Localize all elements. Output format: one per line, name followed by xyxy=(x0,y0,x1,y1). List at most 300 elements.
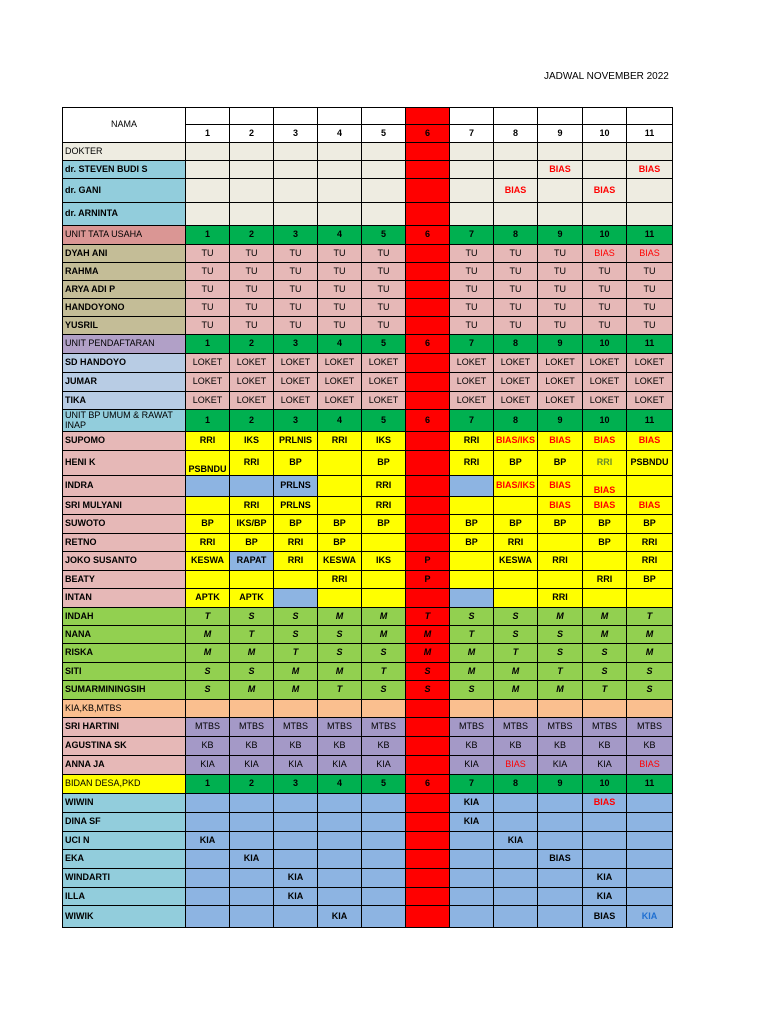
schedule-cell: 4 xyxy=(318,335,362,354)
header-day: 7 xyxy=(450,125,494,143)
schedule-cell xyxy=(406,432,450,451)
schedule-cell: S xyxy=(494,626,538,644)
schedule-cell xyxy=(186,888,230,906)
schedule-cell: MTBS xyxy=(450,718,494,737)
schedule-cell: KESWA xyxy=(494,552,538,571)
schedule-cell: S xyxy=(538,644,583,663)
schedule-cell: LOKET xyxy=(362,354,406,373)
staff-name: SUPOMO xyxy=(63,432,186,451)
schedule-cell xyxy=(494,161,538,179)
schedule-cell: S xyxy=(538,626,583,644)
schedule-cell xyxy=(230,869,274,888)
schedule-cell xyxy=(274,813,318,832)
schedule-cell xyxy=(406,756,450,775)
schedule-cell: M xyxy=(230,681,274,700)
schedule-cell xyxy=(186,203,230,226)
schedule-cell xyxy=(186,571,230,589)
staff-row xyxy=(63,608,673,626)
schedule-cell: TU xyxy=(627,281,673,299)
schedule-cell: KIA xyxy=(538,756,583,775)
schedule-cell: M xyxy=(450,644,494,663)
schedule-cell xyxy=(186,700,230,718)
schedule-cell xyxy=(494,589,538,608)
schedule-cell: BP xyxy=(583,515,627,534)
schedule-cell xyxy=(494,906,538,928)
schedule-cell: RRI xyxy=(583,571,627,589)
schedule-cell: M xyxy=(627,626,673,644)
schedule-cell: LOKET xyxy=(274,354,318,373)
schedule-cell: LOKET xyxy=(450,354,494,373)
schedule-cell xyxy=(230,794,274,813)
schedule-cell: TU xyxy=(186,299,230,317)
schedule-cell xyxy=(362,850,406,869)
schedule-cell: KIA xyxy=(274,756,318,775)
staff-row xyxy=(63,737,673,756)
schedule-cell xyxy=(406,179,450,203)
section-row xyxy=(63,335,673,354)
schedule-cell xyxy=(230,906,274,928)
schedule-cell xyxy=(362,813,406,832)
schedule-cell xyxy=(406,476,450,497)
schedule-cell: BIAS xyxy=(538,497,583,515)
schedule-cell xyxy=(450,476,494,497)
schedule-cell xyxy=(583,700,627,718)
schedule-cell xyxy=(406,317,450,335)
section-label: UNIT PENDAFTARAN xyxy=(63,335,186,354)
schedule-cell xyxy=(186,143,230,161)
schedule-cell: 2 xyxy=(230,775,274,794)
schedule-cell: KIA xyxy=(494,832,538,850)
header-day: 9 xyxy=(538,125,583,143)
schedule-cell xyxy=(627,888,673,906)
schedule-cell: TU xyxy=(318,263,362,281)
schedule-cell xyxy=(406,813,450,832)
schedule-cell xyxy=(318,589,362,608)
schedule-cell: LOKET xyxy=(627,373,673,392)
schedule-cell xyxy=(406,850,450,869)
schedule-cell xyxy=(494,497,538,515)
schedule-cell: 10 xyxy=(583,335,627,354)
staff-name: SUWOTO xyxy=(63,515,186,534)
schedule-cell: TU xyxy=(274,281,318,299)
schedule-cell: KIA xyxy=(450,756,494,775)
schedule-cell: LOKET xyxy=(230,392,274,410)
schedule-cell: 1 xyxy=(186,226,230,245)
staff-name: RISKA xyxy=(63,644,186,663)
schedule-cell: TU xyxy=(494,299,538,317)
schedule-cell xyxy=(627,700,673,718)
schedule-cell xyxy=(450,552,494,571)
schedule-cell: S xyxy=(274,626,318,644)
schedule-cell: 2 xyxy=(230,410,274,432)
schedule-cell: KIA xyxy=(627,906,673,928)
schedule-cell xyxy=(274,143,318,161)
schedule-cell xyxy=(186,794,230,813)
schedule-cell: BP xyxy=(538,515,583,534)
staff-row xyxy=(63,906,673,928)
schedule-cell: RRI xyxy=(230,497,274,515)
schedule-cell xyxy=(450,497,494,515)
schedule-cell: PSBNDU xyxy=(627,451,673,476)
schedule-cell: 1 xyxy=(186,775,230,794)
schedule-cell: TU xyxy=(230,263,274,281)
schedule-cell: IKS/BP xyxy=(230,515,274,534)
schedule-cell xyxy=(450,161,494,179)
staff-name: INDRA xyxy=(63,476,186,497)
schedule-cell: S xyxy=(362,681,406,700)
staff-row xyxy=(63,203,673,226)
staff-name: ARYA ADI P xyxy=(63,281,186,299)
staff-name: RETNO xyxy=(63,534,186,552)
schedule-cell: RRI xyxy=(274,552,318,571)
staff-row xyxy=(63,663,673,681)
schedule-cell: RRI xyxy=(627,552,673,571)
schedule-cell: IKS xyxy=(362,432,406,451)
staff-name: EKA xyxy=(63,850,186,869)
schedule-cell xyxy=(406,392,450,410)
schedule-cell xyxy=(406,281,450,299)
schedule-cell: TU xyxy=(362,245,406,263)
staff-row xyxy=(63,451,673,476)
schedule-cell: KIA xyxy=(450,813,494,832)
schedule-cell: TU xyxy=(186,317,230,335)
schedule-cell xyxy=(406,794,450,813)
schedule-cell: TU xyxy=(230,299,274,317)
schedule-cell: BIAS xyxy=(583,794,627,813)
staff-name: NANA xyxy=(63,626,186,644)
schedule-cell: 7 xyxy=(450,335,494,354)
schedule-cell: BP xyxy=(274,515,318,534)
staff-name: YUSRIL xyxy=(63,317,186,335)
staff-name: SRI HARTINI xyxy=(63,718,186,737)
schedule-cell: BIAS xyxy=(627,161,673,179)
schedule-cell xyxy=(318,888,362,906)
schedule-cell: 11 xyxy=(627,335,673,354)
schedule-cell: TU xyxy=(362,281,406,299)
schedule-cell: KB xyxy=(362,737,406,756)
schedule-cell: 8 xyxy=(494,410,538,432)
schedule-cell: 3 xyxy=(274,335,318,354)
schedule-cell: TU xyxy=(450,263,494,281)
schedule-cell xyxy=(538,906,583,928)
schedule-cell: PRLNIS xyxy=(274,432,318,451)
header-day: 11 xyxy=(627,125,673,143)
schedule-cell: T xyxy=(538,663,583,681)
schedule-cell: 7 xyxy=(450,775,494,794)
staff-row xyxy=(63,299,673,317)
staff-row xyxy=(63,794,673,813)
schedule-cell: S xyxy=(627,681,673,700)
schedule-cell xyxy=(186,179,230,203)
schedule-cell xyxy=(450,869,494,888)
schedule-cell: KIA xyxy=(318,756,362,775)
schedule-cell: TU xyxy=(583,317,627,335)
schedule-cell: 10 xyxy=(583,226,627,245)
section-label: UNIT TATA USAHA xyxy=(63,226,186,245)
schedule-cell: 9 xyxy=(538,335,583,354)
schedule-cell: KESWA xyxy=(318,552,362,571)
schedule-cell: M xyxy=(318,608,362,626)
schedule-cell: KESWA xyxy=(186,552,230,571)
staff-name: dr. STEVEN BUDI S xyxy=(63,161,186,179)
schedule-cell: TU xyxy=(627,299,673,317)
schedule-cell xyxy=(274,850,318,869)
schedule-cell: TU xyxy=(230,317,274,335)
schedule-cell: TU xyxy=(583,299,627,317)
schedule-cell xyxy=(274,571,318,589)
schedule-cell xyxy=(627,203,673,226)
staff-name: DYAH ANI xyxy=(63,245,186,263)
schedule-cell xyxy=(274,589,318,608)
schedule-cell xyxy=(450,571,494,589)
staff-row xyxy=(63,718,673,737)
schedule-cell: BP xyxy=(583,534,627,552)
schedule-cell: T xyxy=(186,608,230,626)
section-row xyxy=(63,410,673,432)
schedule-cell xyxy=(627,869,673,888)
schedule-cell: BIAS xyxy=(494,756,538,775)
schedule-cell: KB xyxy=(450,737,494,756)
staff-name: ANNA JA xyxy=(63,756,186,775)
schedule-cell: M xyxy=(538,608,583,626)
schedule-cell xyxy=(450,888,494,906)
schedule-cell: KB xyxy=(494,737,538,756)
staff-name: TIKA xyxy=(63,392,186,410)
schedule-cell: MTBS xyxy=(583,718,627,737)
schedule-cell: LOKET xyxy=(583,392,627,410)
schedule-cell: LOKET xyxy=(318,354,362,373)
schedule-cell: BIAS xyxy=(538,850,583,869)
schedule-cell xyxy=(362,589,406,608)
schedule-cell xyxy=(406,451,450,476)
schedule-cell: BIAS xyxy=(627,432,673,451)
schedule-cell: LOKET xyxy=(538,373,583,392)
staff-name: JOKO SUSANTO xyxy=(63,552,186,571)
schedule-cell xyxy=(230,832,274,850)
schedule-cell xyxy=(274,161,318,179)
schedule-cell: T xyxy=(318,681,362,700)
header-day: 2 xyxy=(230,125,274,143)
schedule-cell: KIA xyxy=(274,869,318,888)
schedule-cell: BIAS xyxy=(583,179,627,203)
schedule-cell: T xyxy=(494,644,538,663)
schedule-cell: MTBS xyxy=(186,718,230,737)
schedule-cell: S xyxy=(186,663,230,681)
schedule-cell: 1 xyxy=(186,410,230,432)
schedule-cell: BIAS xyxy=(583,476,627,497)
schedule-cell: 6 xyxy=(406,775,450,794)
schedule-cell xyxy=(627,794,673,813)
schedule-cell: RRI xyxy=(583,451,627,476)
schedule-cell xyxy=(406,515,450,534)
schedule-cell: LOKET xyxy=(450,373,494,392)
schedule-cell xyxy=(406,245,450,263)
schedule-cell xyxy=(583,203,627,226)
staff-row xyxy=(63,245,673,263)
schedule-cell xyxy=(230,700,274,718)
schedule-cell xyxy=(274,794,318,813)
schedule-cell: KIA xyxy=(186,832,230,850)
schedule-cell: 3 xyxy=(274,410,318,432)
schedule-cell xyxy=(583,552,627,571)
schedule-cell xyxy=(583,589,627,608)
schedule-cell: 11 xyxy=(627,410,673,432)
schedule-cell xyxy=(494,143,538,161)
schedule-cell: 10 xyxy=(583,775,627,794)
schedule-cell: M xyxy=(583,626,627,644)
schedule-cell: TU xyxy=(274,263,318,281)
schedule-cell xyxy=(362,869,406,888)
schedule-cell: TU xyxy=(450,281,494,299)
schedule-cell xyxy=(494,813,538,832)
schedule-cell xyxy=(450,179,494,203)
schedule-cell: TU xyxy=(627,263,673,281)
schedule-cell: BP xyxy=(362,515,406,534)
schedule-cell: LOKET xyxy=(583,354,627,373)
schedule-cell: BIAS xyxy=(538,432,583,451)
schedule-cell xyxy=(230,161,274,179)
schedule-cell: M xyxy=(274,663,318,681)
schedule-cell: M xyxy=(274,681,318,700)
schedule-cell: TU xyxy=(538,317,583,335)
schedule-cell: T xyxy=(230,626,274,644)
staff-row xyxy=(63,373,673,392)
schedule-cell: LOKET xyxy=(494,373,538,392)
schedule-cell xyxy=(274,906,318,928)
schedule-cell xyxy=(627,813,673,832)
schedule-cell xyxy=(538,700,583,718)
schedule-cell: M xyxy=(186,644,230,663)
schedule-cell xyxy=(362,888,406,906)
schedule-cell: M xyxy=(494,681,538,700)
schedule-cell: KIA xyxy=(362,756,406,775)
schedule-cell xyxy=(627,476,673,497)
schedule-cell xyxy=(538,179,583,203)
schedule-cell xyxy=(450,850,494,869)
staff-name: HANDOYONO xyxy=(63,299,186,317)
schedule-cell xyxy=(450,906,494,928)
schedule-cell xyxy=(583,813,627,832)
schedule-cell: S xyxy=(230,608,274,626)
staff-name: WIWIK xyxy=(63,906,186,928)
schedule-cell xyxy=(627,589,673,608)
staff-row xyxy=(63,476,673,497)
schedule-cell: TU xyxy=(494,317,538,335)
schedule-cell xyxy=(450,589,494,608)
schedule-cell: LOKET xyxy=(274,373,318,392)
schedule-cell: MTBS xyxy=(538,718,583,737)
staff-name: SD HANDOYO xyxy=(63,354,186,373)
staff-row xyxy=(63,317,673,335)
schedule-cell: T xyxy=(627,608,673,626)
schedule-cell: TU xyxy=(538,245,583,263)
schedule-cell: 2 xyxy=(230,226,274,245)
section-label: BIDAN DESA,PKD xyxy=(63,775,186,794)
schedule-cell xyxy=(274,179,318,203)
schedule-cell: LOKET xyxy=(318,373,362,392)
schedule-cell: MTBS xyxy=(318,718,362,737)
schedule-cell xyxy=(406,906,450,928)
schedule-cell: BIAS xyxy=(583,497,627,515)
schedule-cell xyxy=(406,700,450,718)
schedule-cell: 3 xyxy=(274,775,318,794)
schedule-cell: BIAS xyxy=(538,161,583,179)
schedule-cell xyxy=(362,700,406,718)
schedule-cell: LOKET xyxy=(362,373,406,392)
schedule-cell: BP xyxy=(494,515,538,534)
schedule-cell xyxy=(318,497,362,515)
schedule-cell xyxy=(362,179,406,203)
schedule-cell: BP xyxy=(274,451,318,476)
schedule-cell xyxy=(362,143,406,161)
schedule-cell xyxy=(362,832,406,850)
schedule-cell: TU xyxy=(450,317,494,335)
schedule-cell xyxy=(230,143,274,161)
schedule-cell: RRI xyxy=(230,451,274,476)
schedule-cell: 4 xyxy=(318,410,362,432)
schedule-cell: APTK xyxy=(186,589,230,608)
schedule-cell: BIAS xyxy=(627,245,673,263)
schedule-cell: RRI xyxy=(318,571,362,589)
schedule-cell: BP xyxy=(627,515,673,534)
schedule-cell: KIA xyxy=(274,888,318,906)
schedule-cell: KB xyxy=(538,737,583,756)
schedule-cell: T xyxy=(406,608,450,626)
schedule-cell: KIA xyxy=(230,756,274,775)
staff-row xyxy=(63,644,673,663)
schedule-cell: 6 xyxy=(406,335,450,354)
schedule-cell: M xyxy=(362,626,406,644)
schedule-cell: TU xyxy=(494,245,538,263)
schedule-cell: S xyxy=(406,663,450,681)
schedule-cell: KIA xyxy=(583,888,627,906)
schedule-cell xyxy=(538,832,583,850)
schedule-cell: RRI xyxy=(538,589,583,608)
schedule-cell: LOKET xyxy=(627,354,673,373)
schedule-cell xyxy=(406,161,450,179)
section-label: DOKTER xyxy=(63,143,186,161)
schedule-cell: KB xyxy=(230,737,274,756)
schedule-cell: LOKET xyxy=(230,354,274,373)
schedule-cell: MTBS xyxy=(627,718,673,737)
staff-name: dr. GANI xyxy=(63,179,186,203)
staff-row xyxy=(63,756,673,775)
schedule-cell: TU xyxy=(362,263,406,281)
schedule-cell: S xyxy=(450,681,494,700)
schedule-cell: TU xyxy=(583,281,627,299)
schedule-cell xyxy=(186,906,230,928)
schedule-cell xyxy=(406,497,450,515)
schedule-cell: MTBS xyxy=(230,718,274,737)
schedule-cell: M xyxy=(494,663,538,681)
schedule-cell xyxy=(450,700,494,718)
staff-row xyxy=(63,552,673,571)
staff-name: UCI N xyxy=(63,832,186,850)
schedule-cell: KB xyxy=(627,737,673,756)
schedule-cell xyxy=(406,263,450,281)
schedule-cell: RRI xyxy=(627,534,673,552)
schedule-cell: LOKET xyxy=(538,354,583,373)
schedule-cell: RRI xyxy=(538,552,583,571)
staff-name: DINA SF xyxy=(63,813,186,832)
staff-name: BEATY xyxy=(63,571,186,589)
schedule-cell xyxy=(494,203,538,226)
staff-row xyxy=(63,832,673,850)
schedule-cell: 4 xyxy=(318,226,362,245)
schedule-cell: TU xyxy=(230,281,274,299)
header-day: 5 xyxy=(362,125,406,143)
schedule-cell: T xyxy=(583,681,627,700)
